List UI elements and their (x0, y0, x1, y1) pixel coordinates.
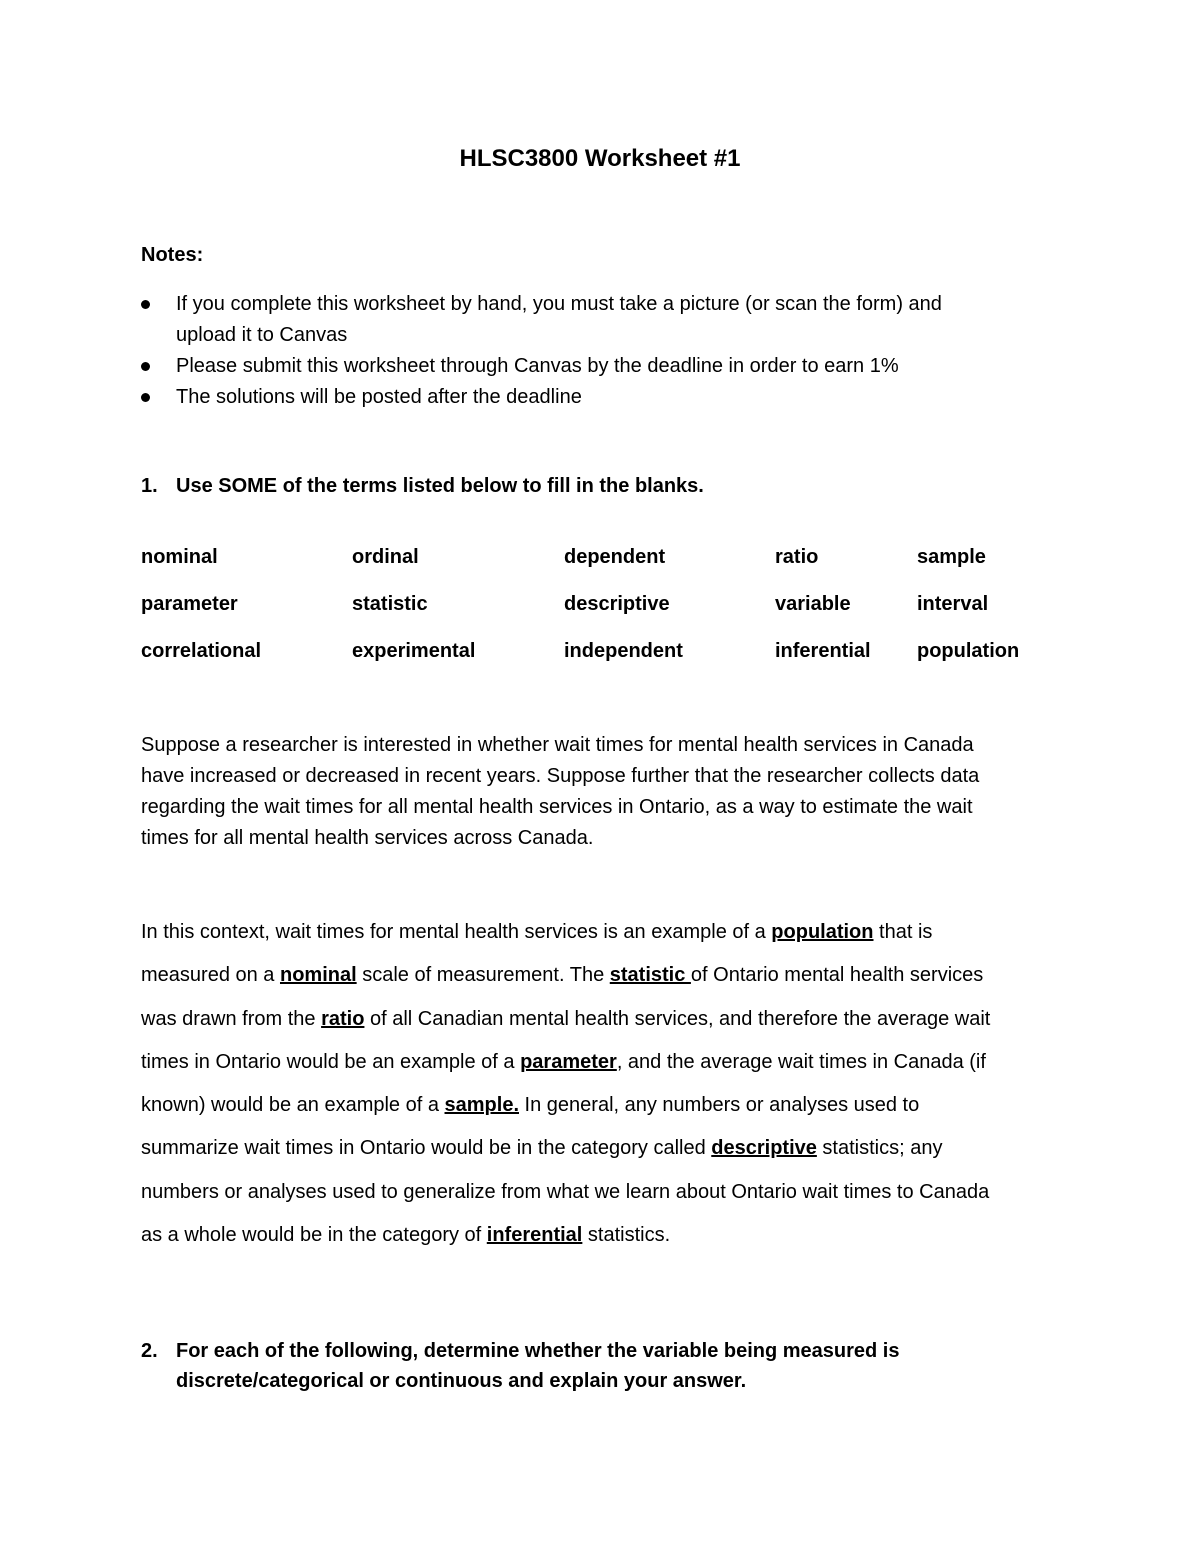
term: nominal (141, 546, 218, 568)
answer-blank: sample. (444, 1094, 519, 1117)
notes-list (141, 289, 1041, 413)
answer-blank: statistic (609, 964, 691, 987)
answer-blank: population (771, 921, 874, 943)
note-text: upload it to Canvas (176, 324, 348, 346)
list-item (141, 382, 1041, 413)
question-1-heading (141, 471, 1041, 501)
paragraph-line (141, 1171, 1066, 1214)
text-run: as a whole would be in the category of (141, 1224, 487, 1247)
term: ratio (775, 546, 819, 568)
answer-blank: descriptive (711, 1137, 817, 1160)
term: interval (917, 593, 989, 615)
paragraph-line (141, 1084, 1066, 1127)
list-item (141, 289, 1041, 351)
text-run: In general, any numbers or analyses used to (519, 1094, 920, 1117)
bullet-icon (141, 393, 150, 402)
term: inferential (775, 640, 871, 662)
note-text: The solutions will be posted after the deadline (176, 386, 582, 408)
term: independent (564, 640, 683, 662)
answer-blank: ratio (321, 1007, 365, 1030)
term: correlational (141, 640, 262, 662)
text-run: statistics; any (816, 1137, 943, 1160)
paragraph-line (141, 1214, 1066, 1257)
note-text: If you complete this worksheet by hand, you must take a picture (or scan the form) and (176, 293, 942, 315)
text-run: times in Ontario would be an example of a (141, 1050, 521, 1073)
paragraph-line (141, 1127, 1066, 1170)
text-run: that is (873, 921, 933, 943)
notes-heading: Notes: (141, 244, 204, 266)
question-2-heading (141, 1336, 1041, 1396)
term: parameter (141, 593, 238, 615)
answer-blank: inferential (486, 1224, 583, 1247)
bullet-icon (141, 362, 150, 371)
paragraph-line (141, 954, 1066, 997)
question-number: 1. (141, 475, 158, 497)
bullet-icon (141, 300, 150, 309)
question-prompt: Use SOME of the terms listed below to fill in the blanks. (176, 475, 704, 497)
term: experimental (352, 640, 476, 662)
paragraph-line (141, 1041, 1066, 1084)
question-prompt: discrete/categorical or continuous and explain your answer. (176, 1370, 747, 1392)
term: ordinal (352, 546, 419, 568)
term: descriptive (564, 593, 670, 615)
text-run: of Ontario mental health services (690, 964, 984, 987)
term: sample (917, 546, 986, 568)
answer-blank: parameter (520, 1050, 617, 1073)
text-run: measured on a (141, 964, 280, 987)
term: dependent (564, 546, 666, 568)
text-run: In this context, wait times for mental health services is an example of a (141, 921, 772, 943)
text-run: , and the average wait times in Canada (if (616, 1050, 986, 1073)
term: variable (775, 593, 851, 615)
scenario-paragraph (141, 730, 1061, 854)
text-run: statistics. (582, 1224, 671, 1247)
fill-in-paragraph (141, 911, 1066, 1257)
paragraph-line (141, 911, 1066, 954)
paragraph-line: have increased or decreased in recent years. Suppose further that the researcher collects data (141, 765, 980, 787)
question-number: 2. (141, 1340, 158, 1362)
note-text: Please submit this worksheet through Canvas by the deadline in order to earn 1% (176, 355, 899, 377)
text-run: known) would be an example of a (141, 1094, 445, 1117)
question-prompt: For each of the following, determine whether the variable being measured is (176, 1340, 900, 1362)
text-run: scale of measurement. The (356, 964, 610, 987)
page-title: HLSC3800 Worksheet #1 (459, 145, 741, 172)
term: population (917, 640, 1020, 662)
answer-blank: nominal (279, 964, 357, 987)
text-run: summarize wait times in Ontario would be in the category called (141, 1137, 712, 1160)
text-run: of all Canadian mental health services, and therefore the average wait (364, 1007, 991, 1030)
paragraph-line: Suppose a researcher is interested in whether wait times for mental health services in Canada (141, 734, 974, 756)
text-run: numbers or analyses used to generalize from what we learn about Ontario wait times to Canada (141, 1180, 990, 1203)
term: statistic (352, 593, 428, 615)
paragraph-line: times for all mental health services across Canada. (141, 827, 594, 849)
paragraph-line: regarding the wait times for all mental health services in Ontario, as a way to estimate the wait (141, 796, 973, 818)
paragraph-line (141, 998, 1066, 1041)
list-item (141, 351, 1041, 382)
text-run: was drawn from the (141, 1007, 322, 1030)
